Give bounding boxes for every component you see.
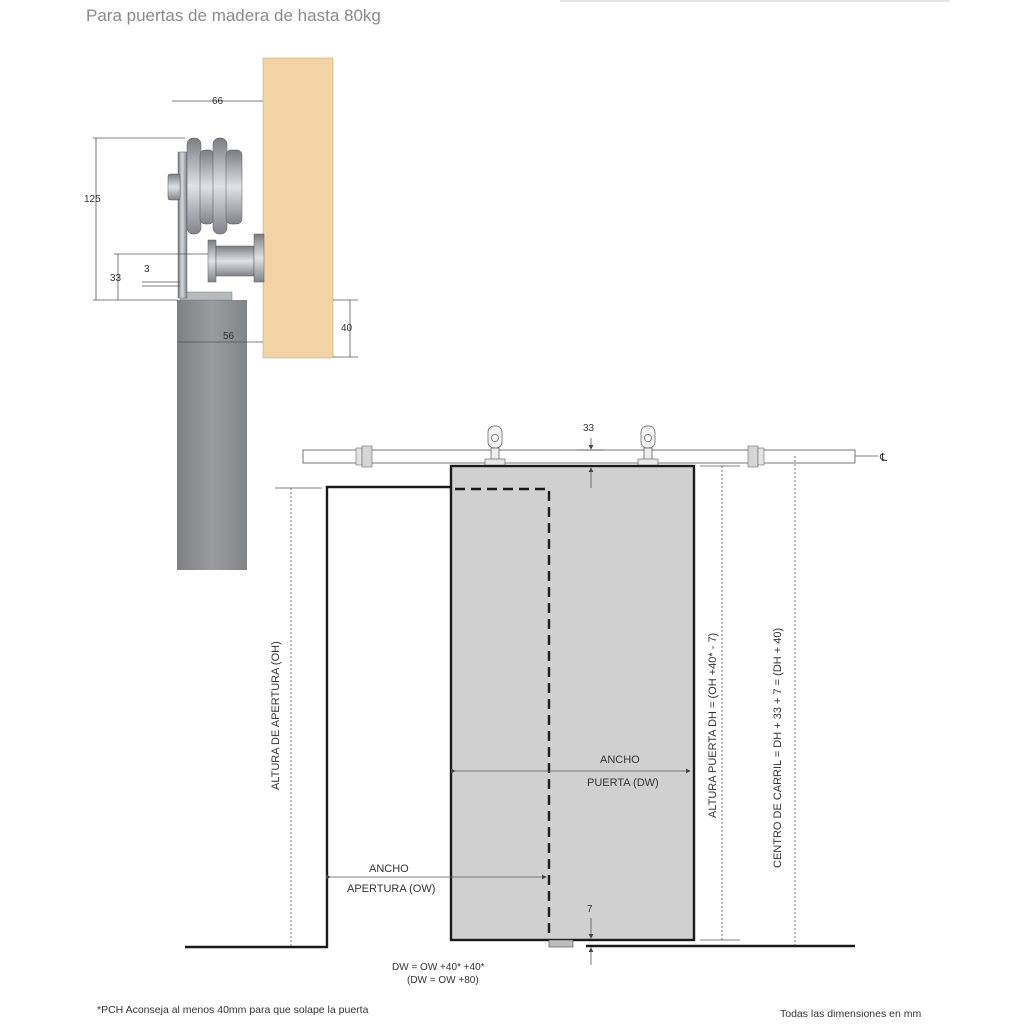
track-rail (303, 450, 855, 463)
rail-center-label: CENTRO DE CARRIL = DH + 33 + 7 = (DH + 40) (772, 627, 784, 868)
opening-width-label-2: APERTURA (OW) (347, 883, 436, 895)
dim-56: 56 (223, 331, 235, 342)
footnote: *PCH Aconseja al menos 40mm para que solape la puerta (97, 1004, 369, 1016)
door-width-label-2: PUERTA (DW) (587, 777, 659, 789)
hanger-right (638, 426, 658, 466)
door-elevation (185, 423, 887, 986)
door-height-label: ALTURA PUERTA DH = (OH +40* - 7) (707, 632, 719, 818)
dim-7-bottom: 7 (587, 904, 593, 915)
dim-66: 66 (212, 96, 224, 107)
hanger-bottom-plate (180, 292, 232, 300)
opening-height-label: ALTURA DE APERTURA (OH) (270, 641, 282, 790)
units-note: Todas las dimensiones en mm (780, 1008, 922, 1020)
hanger-strap (178, 152, 187, 298)
formula-line-1: DW = OW +40* +40* (392, 962, 485, 973)
dim-125: 125 (84, 194, 101, 205)
floor-guide (549, 940, 573, 947)
hardware-detail (84, 58, 358, 570)
opening-width-label-1: ANCHO (369, 863, 409, 875)
wall-spacer (208, 234, 264, 282)
door-width-label-1: ANCHO (600, 754, 640, 766)
dim-3: 3 (144, 264, 150, 275)
dim-33-detail: 33 (110, 273, 122, 284)
centerline-symbol: ℄ (880, 452, 888, 464)
rail-stop-right (748, 446, 764, 467)
hanger-left (485, 426, 505, 466)
wood-door-section (263, 58, 333, 358)
formula-line-2: (DW = OW +80) (407, 975, 479, 986)
rail-stop-left (356, 446, 372, 467)
dim-40: 40 (341, 323, 353, 334)
door-section-dark (177, 300, 247, 570)
page-heading: Para puertas de madera de hasta 80kg (86, 6, 381, 25)
sliding-door-panel (451, 466, 694, 940)
dim-33-top: 33 (583, 423, 595, 434)
